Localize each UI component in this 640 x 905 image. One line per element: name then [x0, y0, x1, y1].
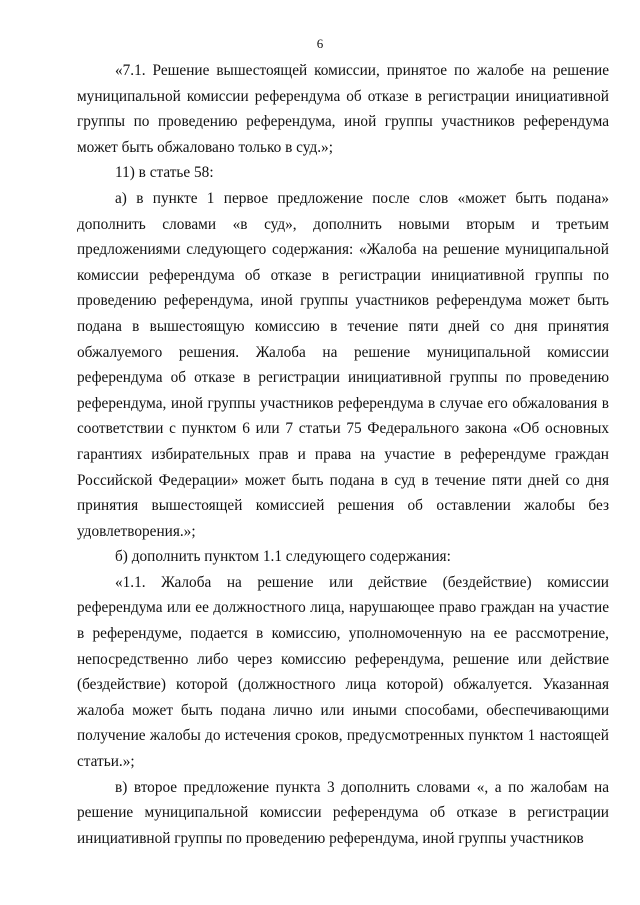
paragraph-item-v: в) второе предложение пункта 3 дополнить словами «, а по жалобам на решение муниципальной комиссии референдума об отказе в регистрации инициативной группы по проведению референдума, иной группы участников — [77, 778, 609, 847]
paragraph-item-b: б) дополнить пунктом 1.1 следующего содержания: — [115, 548, 451, 566]
paragraph-7-1: «7.1. Решение вышестоящей комиссии, принятое по жалобе на решение муниципальной комиссии референдума об отказе в регистрации инициативной группы по проведению референдума, иной группы участников референдума может быть обжаловано только в суд.»; — [77, 62, 609, 156]
paragraph-1-1: «1.1. Жалоба на решение или действие (бездействие) комиссии референдума или ее должностного лица, нарушающее право граждан на участие в референдуме, подается в комиссию, уполномоченную на ее рассмотрение, непосредственно либо через комиссию референдума, решение или действие (бездействие) которой (должностного лица которой) обжалуется. Указанная жалоба может быть подана лично или иными способами, обеспечивающими получение жалобы до истечения сроков, предусмотренных пунктом 1 настоящей статьи.»; — [77, 573, 609, 771]
document-body — [77, 58, 609, 851]
paragraph-item-a: а) в пункте 1 первое предложение после слов «может быть подана» дополнить словами «в суд», дополнить новыми вторым и третьим предложениями следующего содержания: «Жалоба на решение муниципальной комиссии референдума об отказе в регистрации инициативной группы по проведению референдума, иной группы участников референдума может быть подана в вышестоящую комиссию в течение пяти дней со дня принятия обжалуемого решения. Жалоба на решение муниципальной комиссии референдума об отказе в регистрации инициативной группы по проведению референдума, иной группы участников референдума в случае его обжалования в соответствии с пунктом 6 или 7 статьи 75 Федерального закона «Об основных гарантиях избирательных прав и права на участие в референдуме граждан Российской Федерации» может быть подана в суд в течение пяти дней со дня принятия вышестоящей комиссией решения об оставлении жалобы без удовлетворения.»; — [77, 189, 609, 540]
paragraph-item-11: 11) в статье 58: — [115, 164, 214, 182]
page-number: 6 — [316, 36, 324, 51]
